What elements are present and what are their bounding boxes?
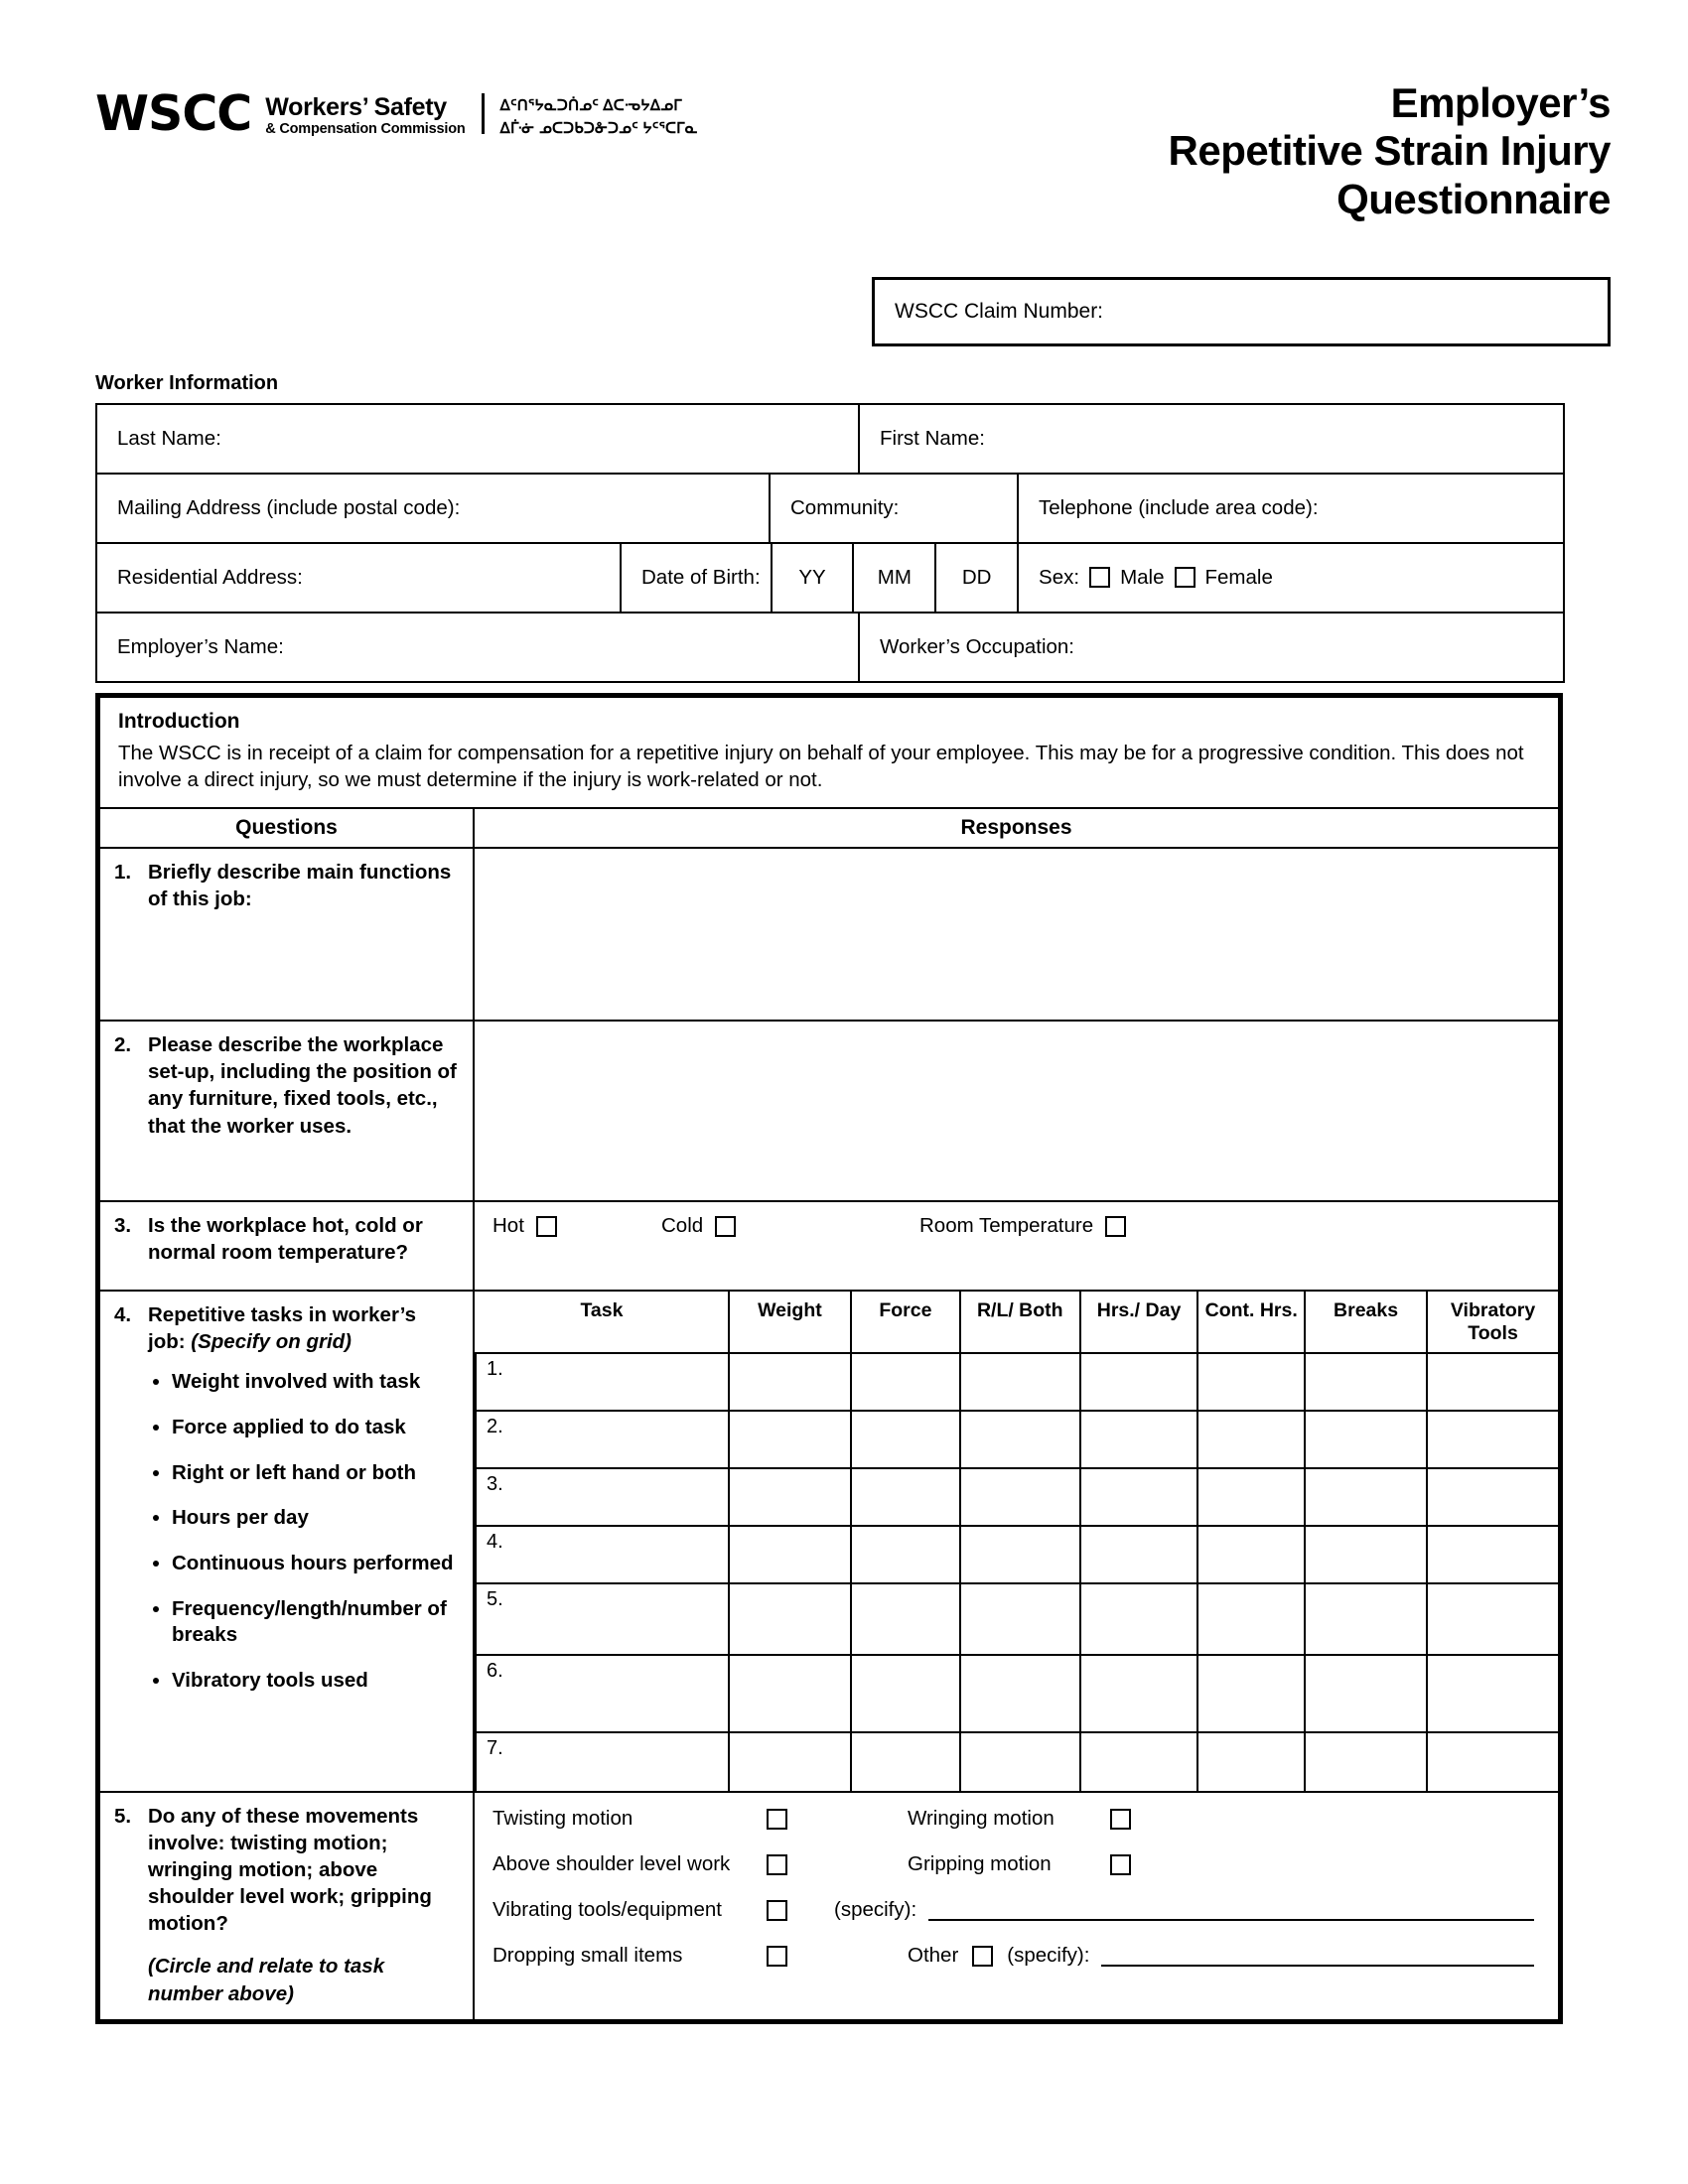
mailing-address-field[interactable]	[96, 474, 770, 543]
task-row-5-weight[interactable]	[729, 1583, 851, 1655]
option-wringing-motion[interactable]	[908, 1807, 1131, 1831]
last-name-field[interactable]	[96, 404, 859, 474]
option-twisting-motion-label: Twisting motion	[492, 1807, 633, 1831]
task-row-2-breaks[interactable]	[1305, 1411, 1427, 1468]
page-header	[95, 79, 1611, 223]
question-5-number: 5.	[114, 1805, 132, 1829]
task-row-7-weight[interactable]	[729, 1732, 851, 1791]
task-row-7-rlboth[interactable]	[960, 1732, 1080, 1791]
list-item: • Weight involved with task	[172, 1369, 463, 1396]
question-4-main: Repetitive tasks in worker’s job:	[148, 1303, 417, 1354]
response-3-options	[474, 1201, 1558, 1291]
task-row-4-conthrs[interactable]	[1197, 1526, 1305, 1583]
col-breaks: Breaks	[1305, 1292, 1427, 1353]
claim-number-field[interactable]	[872, 277, 1611, 346]
task-row-6-weight[interactable]	[729, 1655, 851, 1732]
occupation-label: Worker’s Occupation:	[880, 634, 1075, 658]
task-row-5-force[interactable]	[851, 1583, 960, 1655]
task-row-3-vibratory[interactable]	[1427, 1468, 1558, 1526]
task-row-6-breaks[interactable]	[1305, 1655, 1427, 1732]
table-row	[96, 474, 1564, 543]
residential-address-label: Residential Address:	[117, 565, 303, 589]
task-row-7-breaks[interactable]	[1305, 1732, 1427, 1791]
title-line-3: Questionnaire	[1336, 175, 1611, 222]
task-row-2-conthrs[interactable]	[1197, 1411, 1305, 1468]
wscc-logo	[95, 79, 698, 140]
introduction-heading: Introduction	[118, 709, 240, 733]
question-row-1	[100, 848, 1558, 1021]
claim-number-label: WSCC Claim Number:	[895, 299, 1104, 323]
logo-line-2: & Compensation Commission	[265, 121, 466, 137]
sex-male-label: Male	[1120, 565, 1165, 589]
task-row-2-number[interactable]: 2.	[476, 1411, 729, 1468]
option-hot-label: Hot	[492, 1214, 524, 1238]
logo-acronym: WSCC	[95, 85, 252, 142]
dob-year-input[interactable]: YY	[771, 544, 853, 612]
task-row-2-hrsday[interactable]	[1080, 1411, 1198, 1468]
col-cont-hrs: Cont. Hrs.	[1197, 1292, 1305, 1353]
list-item: • Frequency/length/number of breaks	[172, 1596, 463, 1649]
date-of-birth-label: Date of Birth:	[641, 565, 761, 589]
task-row-5-number[interactable]: 5.	[476, 1583, 729, 1655]
question-3-text: Is the workplace hot, cold or normal room temperature?	[148, 1214, 423, 1265]
task-row-6-rlboth[interactable]	[960, 1655, 1080, 1732]
col-weight: Weight	[729, 1292, 851, 1353]
question-5-cell	[100, 1792, 474, 2018]
community-label: Community:	[790, 495, 900, 519]
logo-syllabics-line-2: ᐃᒱᓃ ᓄᑕᑐᑲᑐᓁᑐᓄᑦ ᔭᑦᕐᑕᒥᓇ	[499, 119, 698, 137]
task-row-4-rlboth[interactable]	[960, 1526, 1080, 1583]
option-other[interactable]	[908, 1944, 1089, 1968]
option-wringing-motion-label: Wringing motion	[908, 1807, 1055, 1831]
table-row	[96, 543, 1564, 613]
col-rl-both: R/L/ Both	[960, 1292, 1080, 1353]
task-row-6-hrsday[interactable]	[1080, 1655, 1198, 1732]
vibrating-tools-specify-label: (specify):	[834, 1898, 917, 1922]
task-row-2-weight[interactable]	[729, 1411, 851, 1468]
option-gripping-motion[interactable]	[908, 1852, 1131, 1876]
checkbox-icon[interactable]	[767, 1809, 787, 1830]
task-grid	[475, 1292, 1558, 1791]
question-2-cell	[100, 1021, 474, 1201]
option-other-label: Other	[908, 1944, 959, 1968]
question-row-3	[100, 1201, 1558, 1291]
list-item: • Hours per day	[172, 1505, 463, 1532]
table-header-row	[476, 1292, 1558, 1353]
question-row-4	[100, 1291, 1558, 1792]
task-row-1-number[interactable]: 1.	[476, 1353, 729, 1411]
checkbox-icon[interactable]	[767, 1854, 787, 1875]
table-row	[476, 1411, 1558, 1468]
task-row-7-conthrs[interactable]	[1197, 1732, 1305, 1791]
question-4-hint: (Specify on grid)	[191, 1330, 352, 1354]
claim-number-row	[95, 277, 1611, 346]
question-2-text: Please describe the workplace set-up, including the position of any furniture, fixed tools, etc., that the worker uses.	[148, 1033, 457, 1138]
question-4-bullet-list	[114, 1369, 463, 1694]
task-row-2-vibratory[interactable]	[1427, 1411, 1558, 1468]
task-row-4-hrsday[interactable]	[1080, 1526, 1198, 1583]
table-row	[476, 1655, 1558, 1732]
introduction-section	[100, 698, 1558, 810]
task-row-6-vibratory[interactable]	[1427, 1655, 1558, 1732]
table-row	[96, 613, 1564, 682]
checkbox-icon[interactable]	[1175, 567, 1196, 588]
logo-line-1: Workers’ Safety	[265, 93, 447, 121]
response-1-input[interactable]	[474, 848, 1558, 1021]
question-row-5	[100, 1792, 1558, 2018]
col-vibratory-tools: Vibratory Tools	[1427, 1292, 1558, 1353]
question-3-number: 3.	[114, 1214, 132, 1238]
residential-address-field[interactable]	[96, 543, 621, 613]
community-field[interactable]	[770, 474, 1018, 543]
table-row	[96, 404, 1564, 474]
telephone-field[interactable]	[1018, 474, 1564, 543]
col-hrs-day: Hrs./ Day	[1080, 1292, 1198, 1353]
dob-day-input[interactable]: DD	[934, 544, 1017, 612]
question-row-2	[100, 1021, 1558, 1201]
table-row	[476, 1468, 1558, 1526]
task-row-4-number[interactable]: 4.	[476, 1526, 729, 1583]
list-item: • Force applied to do task	[172, 1415, 463, 1441]
q5-row-1	[492, 1807, 1534, 1831]
logo-wordmark	[265, 89, 465, 137]
task-row-6-number[interactable]: 6.	[476, 1655, 729, 1732]
checkbox-icon[interactable]	[767, 1900, 787, 1921]
logo-syllabics	[500, 89, 698, 140]
occupation-field[interactable]	[859, 613, 1564, 682]
table-row	[476, 1526, 1558, 1583]
worker-information-table	[95, 403, 1565, 683]
task-row-1-vibratory[interactable]	[1427, 1353, 1558, 1411]
other-specify-input[interactable]	[1101, 1945, 1534, 1967]
checkbox-icon[interactable]	[715, 1216, 736, 1237]
task-row-7-hrsday[interactable]	[1080, 1732, 1198, 1791]
response-2-input[interactable]	[474, 1021, 1558, 1201]
sex-label: Sex:	[1039, 565, 1080, 589]
option-above-shoulder-level-work[interactable]	[492, 1852, 820, 1876]
list-item: • Vibratory tools used	[172, 1668, 463, 1695]
option-vibrating-tools[interactable]	[492, 1898, 820, 1922]
task-row-6-conthrs[interactable]	[1197, 1655, 1305, 1732]
question-3-cell	[100, 1201, 474, 1291]
task-row-6-force[interactable]	[851, 1655, 960, 1732]
option-cold[interactable]	[661, 1214, 919, 1238]
question-1-number: 1.	[114, 861, 132, 885]
checkbox-icon[interactable]	[1110, 1809, 1131, 1830]
sex-female-option[interactable]	[1175, 566, 1273, 590]
option-twisting-motion[interactable]	[492, 1807, 820, 1831]
task-row-3-rlboth[interactable]	[960, 1468, 1080, 1526]
task-row-3-hrsday[interactable]	[1080, 1468, 1198, 1526]
option-room-temperature-label: Room Temperature	[919, 1214, 1094, 1238]
task-row-4-force[interactable]	[851, 1526, 960, 1583]
col-task: Task	[476, 1292, 729, 1353]
other-specify-label: (specify):	[1007, 1944, 1090, 1968]
task-row-7-vibratory[interactable]	[1427, 1732, 1558, 1791]
task-row-5-breaks[interactable]	[1305, 1583, 1427, 1655]
task-row-2-rlboth[interactable]	[960, 1411, 1080, 1468]
option-gripping-motion-label: Gripping motion	[908, 1852, 1052, 1876]
task-row-7-number[interactable]: 7.	[476, 1732, 729, 1791]
task-row-1-force[interactable]	[851, 1353, 960, 1411]
sex-female-label: Female	[1204, 565, 1273, 589]
response-5-options	[474, 1792, 1558, 2018]
task-row-5-vibratory[interactable]	[1427, 1583, 1558, 1655]
dob-month-input[interactable]: MM	[852, 544, 934, 612]
option-dropping-small-items-label: Dropping small items	[492, 1944, 683, 1968]
introduction-body: The WSCC is in receipt of a claim for compensation for a repetitive injury on behalf of your employee. This may be for a progressive condition. This does not involve a direct injury, so we must determine if the injury is work-related or not.	[118, 741, 1524, 792]
task-row-7-force[interactable]	[851, 1732, 960, 1791]
task-row-1-breaks[interactable]	[1305, 1353, 1427, 1411]
q5-row-3	[492, 1898, 1534, 1922]
table-row	[476, 1583, 1558, 1655]
header-questions: Questions	[100, 809, 474, 848]
table-row	[476, 1732, 1558, 1791]
q5-row-4	[492, 1944, 1534, 1968]
task-row-1-weight[interactable]	[729, 1353, 851, 1411]
task-row-3-conthrs[interactable]	[1197, 1468, 1305, 1526]
page-title	[1169, 79, 1611, 223]
worker-information-heading: Worker Information	[95, 371, 279, 394]
vibrating-tools-specify-input[interactable]	[928, 1899, 1534, 1921]
telephone-label: Telephone (include area code):	[1039, 495, 1319, 519]
q5-row-2	[492, 1852, 1534, 1876]
employer-name-label: Employer’s Name:	[117, 634, 284, 658]
question-1-text: Briefly describe main functions of this job:	[148, 861, 452, 911]
task-row-4-weight[interactable]	[729, 1526, 851, 1583]
question-4-text	[148, 1301, 457, 1355]
table-row	[476, 1353, 1558, 1411]
questions-table	[100, 809, 1558, 2018]
title-line-1: Employer’s	[1390, 79, 1611, 126]
task-row-4-vibratory[interactable]	[1427, 1526, 1558, 1583]
question-2-number: 2.	[114, 1033, 132, 1057]
option-dropping-small-items[interactable]	[492, 1944, 820, 1968]
task-grid-cell	[474, 1291, 1558, 1792]
employer-name-field[interactable]	[96, 613, 859, 682]
option-vibrating-tools-label: Vibrating tools/equipment	[492, 1898, 722, 1922]
table-header-row	[100, 809, 1558, 848]
option-cold-label: Cold	[661, 1214, 704, 1238]
checkbox-icon[interactable]	[1110, 1854, 1131, 1875]
logo-divider	[482, 93, 485, 134]
title-line-2: Repetitive Strain Injury	[1168, 127, 1611, 175]
question-5-note: (Circle and relate to task number above)	[148, 1955, 385, 2005]
task-row-1-rlboth[interactable]	[960, 1353, 1080, 1411]
list-item: • Right or left hand or both	[172, 1460, 463, 1487]
checkbox-icon[interactable]	[536, 1216, 557, 1237]
col-force: Force	[851, 1292, 960, 1353]
task-row-4-breaks[interactable]	[1305, 1526, 1427, 1583]
checkbox-icon[interactable]	[972, 1946, 993, 1967]
task-row-3-weight[interactable]	[729, 1468, 851, 1526]
date-of-birth-field[interactable]	[621, 543, 1018, 613]
questionnaire-block	[95, 693, 1563, 2024]
header-responses: Responses	[474, 809, 1558, 848]
task-row-3-breaks[interactable]	[1305, 1468, 1427, 1526]
question-5-text: Do any of these movements involve: twisting motion; wringing motion; above shoulder level work; gripping motion?	[148, 1805, 432, 1936]
first-name-label: First Name:	[880, 426, 985, 450]
task-row-2-force[interactable]	[851, 1411, 960, 1468]
checkbox-icon[interactable]	[767, 1946, 787, 1967]
last-name-label: Last Name:	[117, 426, 221, 450]
list-item: • Continuous hours performed	[172, 1551, 463, 1577]
option-room-temperature[interactable]	[919, 1214, 1126, 1238]
task-row-1-conthrs[interactable]	[1197, 1353, 1305, 1411]
checkbox-icon[interactable]	[1089, 567, 1110, 588]
task-row-1-hrsday[interactable]	[1080, 1353, 1198, 1411]
question-4-cell	[100, 1291, 474, 1792]
logo-syllabics-line-1: ᐃᑦᑎᕐᔭᓇᑐᑏᓄᑦ ᐃᑕᓉᔭᐃᓄᒥ	[499, 97, 682, 114]
first-name-field[interactable]	[859, 404, 1564, 474]
mailing-address-label: Mailing Address (include postal code):	[117, 495, 461, 519]
task-row-3-number[interactable]: 3.	[476, 1468, 729, 1526]
option-above-shoulder-level-work-label: Above shoulder level work	[492, 1852, 731, 1876]
task-row-5-rlboth[interactable]	[960, 1583, 1080, 1655]
sex-male-option[interactable]	[1089, 566, 1164, 590]
sex-field	[1018, 543, 1564, 613]
task-row-5-conthrs[interactable]	[1197, 1583, 1305, 1655]
task-row-5-hrsday[interactable]	[1080, 1583, 1198, 1655]
question-4-number: 4.	[114, 1303, 132, 1327]
question-1-cell	[100, 848, 474, 1021]
option-hot[interactable]	[492, 1214, 661, 1238]
checkbox-icon[interactable]	[1105, 1216, 1126, 1237]
task-row-3-force[interactable]	[851, 1468, 960, 1526]
